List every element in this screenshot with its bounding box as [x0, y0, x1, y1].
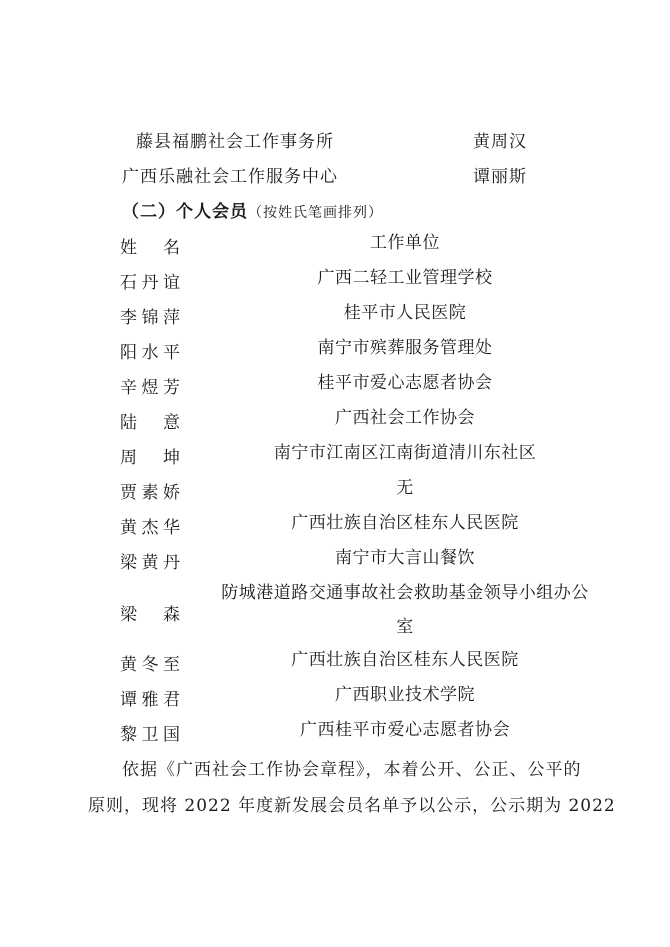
member-name: 谭雅君	[120, 690, 180, 710]
header-unit: 工作单位	[370, 233, 440, 253]
member-name: 梁 森	[120, 605, 180, 625]
member-name: 李锦萍	[120, 308, 180, 328]
member-name: 辛煜芳	[120, 378, 180, 398]
paragraph-line: 原则，现将 2022 年度新发展会员名单予以公示，公示期为 2022	[88, 796, 616, 816]
section-heading	[122, 197, 383, 222]
organization-contact: 黄周汉	[473, 132, 527, 152]
member-unit: 广西桂平市爱心志愿者协会	[300, 720, 510, 740]
member-name: 陆 意	[120, 413, 180, 433]
member-name: 石丹谊	[120, 273, 180, 293]
member-name: 梁黄丹	[120, 553, 180, 573]
member-name: 周 坤	[120, 448, 180, 468]
section-note: （按姓氏笔画排列）	[248, 205, 383, 221]
member-name: 阳水平	[120, 343, 180, 363]
member-unit: 广西壮族自治区桂东人民医院	[291, 513, 519, 533]
member-unit: 广西壮族自治区桂东人民医院	[291, 650, 519, 670]
organization-name: 藤县福鹏社会工作事务所	[136, 132, 334, 152]
paragraph-line: 依据《广西社会工作协会章程》，本着公开、公正、公平的	[122, 760, 582, 780]
member-unit: 南宁市江南区江南街道清川东社区	[273, 443, 537, 463]
member-unit: 桂平市爱心志愿者协会	[317, 373, 493, 393]
member-unit: 防城港道路交通事故社会救助基金领导小组办公室	[221, 583, 589, 637]
member-name: 贾素娇	[120, 483, 180, 503]
member-name: 黎卫国	[120, 725, 180, 745]
header-name: 姓 名	[120, 238, 180, 258]
organization-contact: 谭丽斯	[473, 167, 527, 187]
member-unit: 广西社会工作协会	[335, 408, 475, 428]
section-title: （二）个人会员	[122, 202, 248, 222]
member-unit: 桂平市人民医院	[343, 303, 467, 323]
member-name: 黄杰华	[120, 518, 180, 538]
member-unit: 广西二轻工业管理学校	[317, 268, 493, 288]
member-unit: 南宁市殡葬服务管理处	[317, 338, 493, 358]
member-name: 黄冬至	[120, 655, 180, 675]
organization-name: 广西乐融社会工作服务中心	[122, 167, 338, 187]
member-unit: 广西职业技术学院	[335, 685, 475, 705]
member-unit: 无	[396, 478, 414, 498]
member-unit: 南宁市大言山餐饮	[335, 548, 475, 568]
